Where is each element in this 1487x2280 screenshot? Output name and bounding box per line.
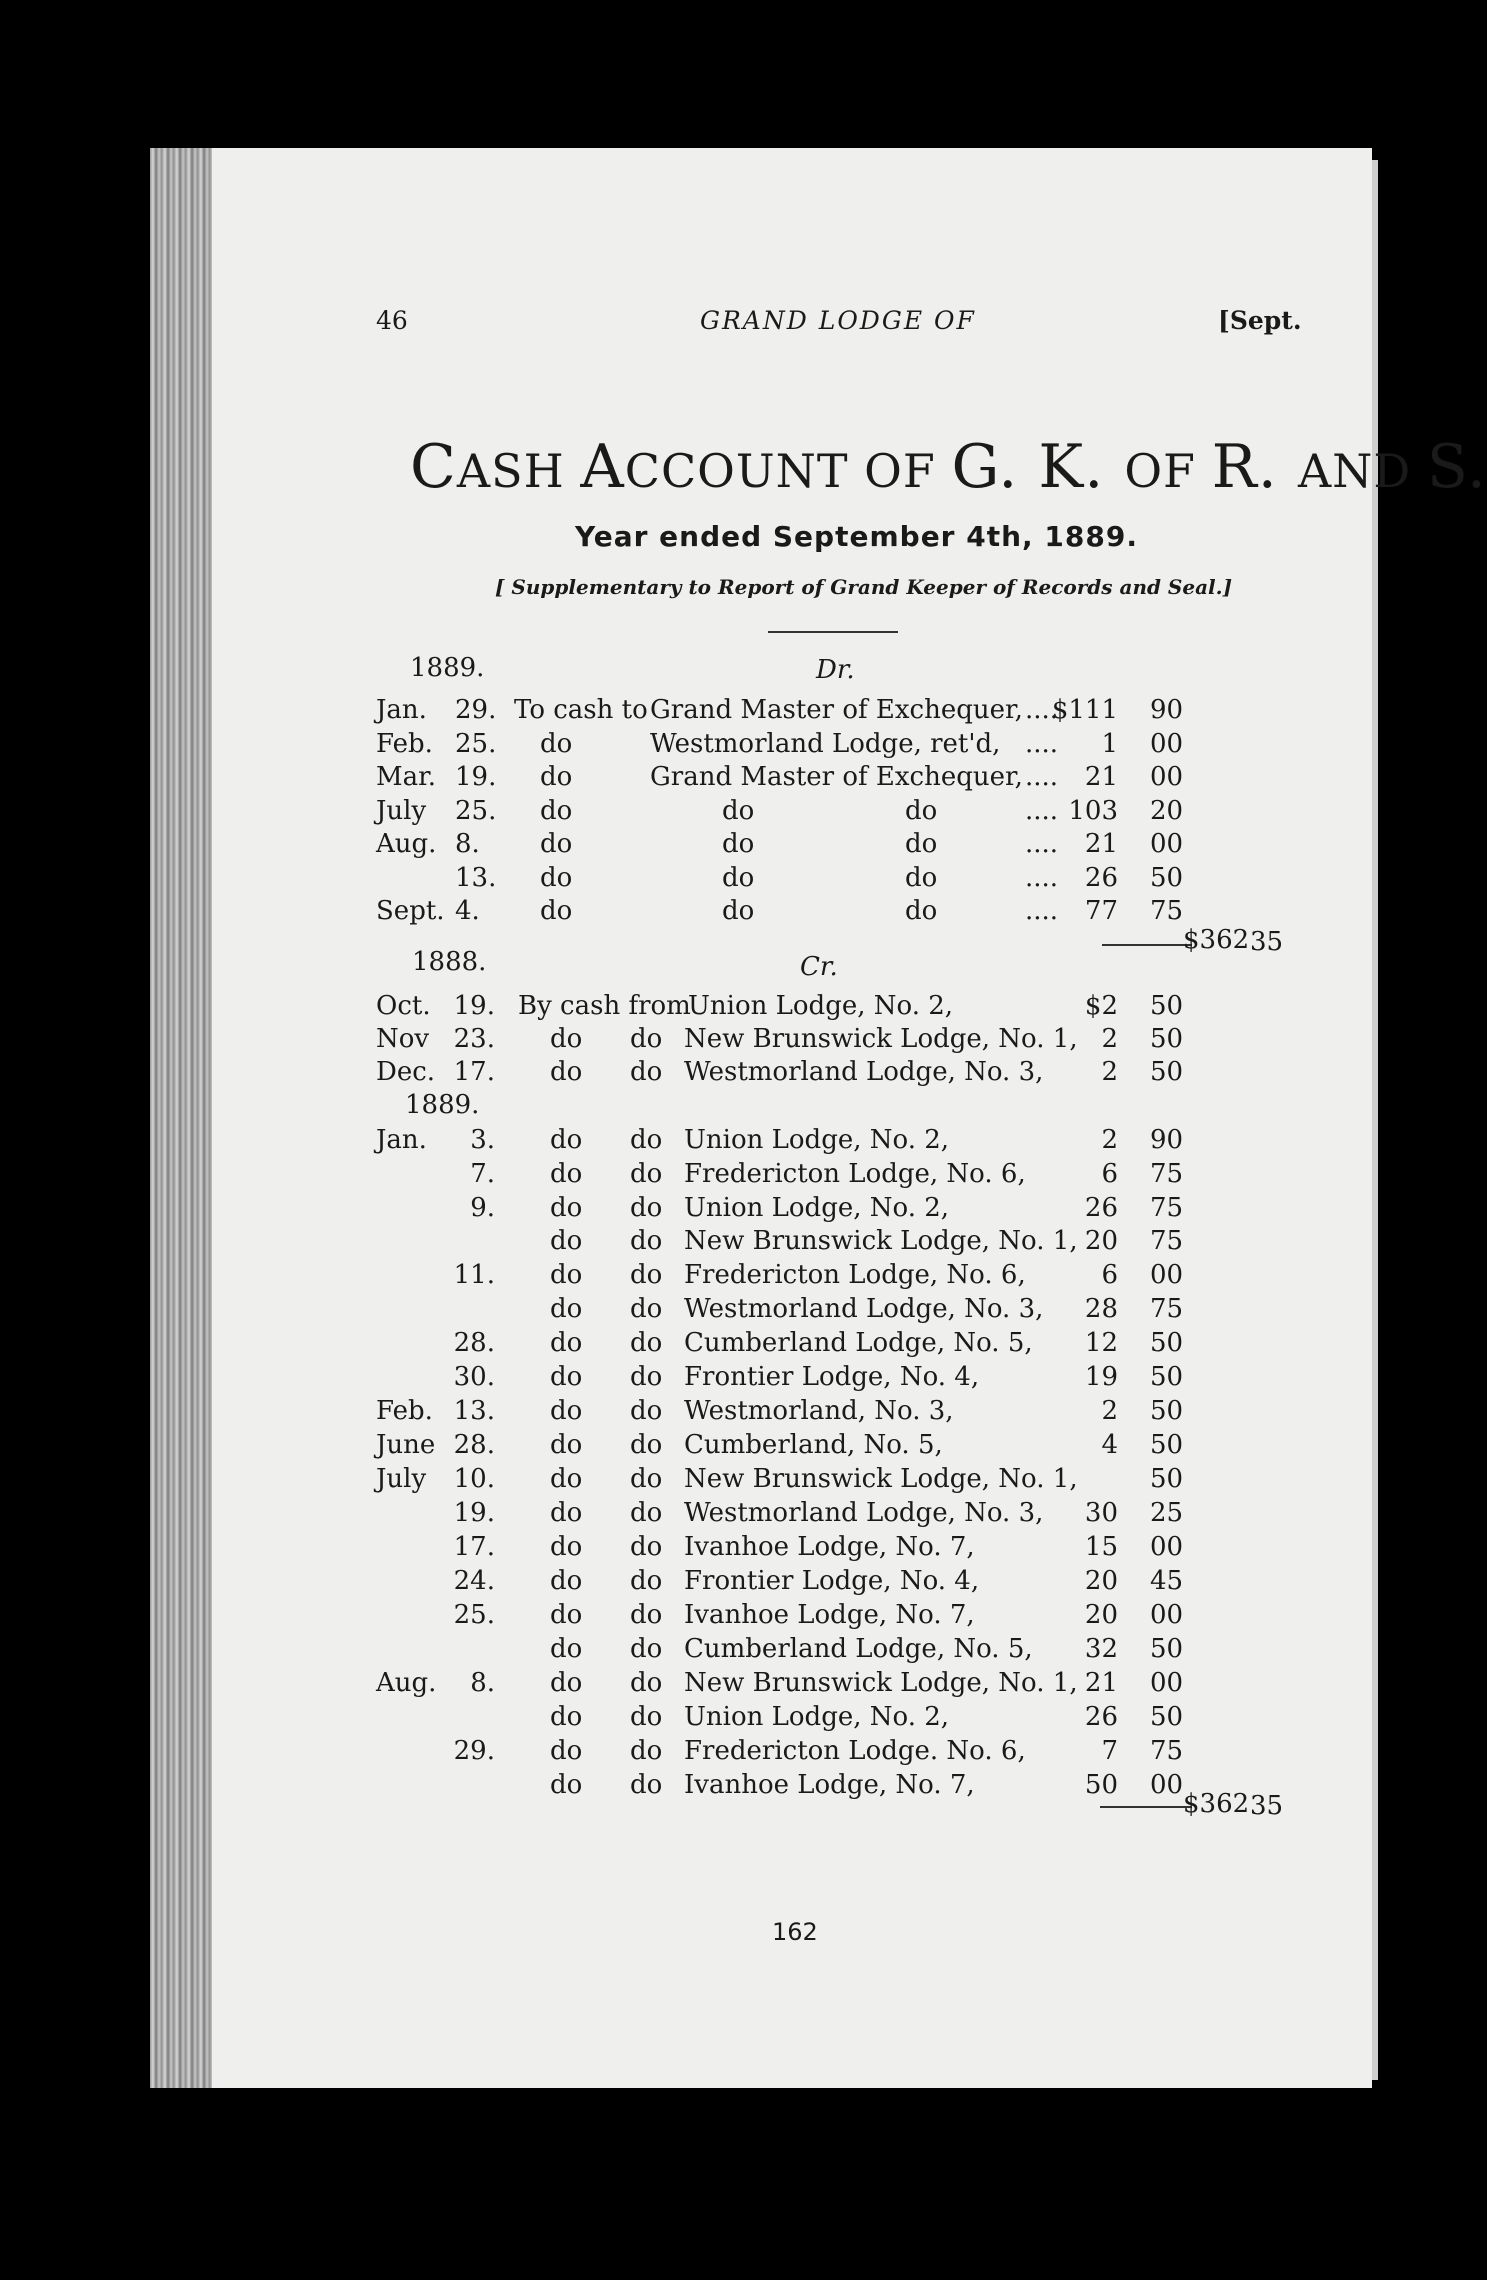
entry-lodge: Ivanhoe Lodge, No. 7, — [684, 1600, 975, 1630]
entry-dollars: 6 — [1101, 1159, 1118, 1189]
entry-ditto: do — [630, 1193, 663, 1223]
entry-cents: 00 — [1150, 1770, 1184, 1800]
entry-dollars: 30 — [1084, 1498, 1118, 1528]
entry-cents: 00 — [1150, 729, 1184, 759]
entry-cents: 00 — [1150, 762, 1184, 792]
entry-cents: 75 — [1150, 1193, 1184, 1223]
entry-dollars: $111 — [1051, 695, 1118, 725]
entry-day: 8. — [470, 1668, 495, 1698]
entry-lodge: Westmorland, No. 3, — [684, 1396, 954, 1426]
entry-ditto: do — [630, 1634, 663, 1664]
debit-total-dollars: $362 — [1183, 925, 1250, 955]
entry-ditto: do — [630, 1024, 663, 1054]
entry-action: do — [540, 829, 573, 859]
entry-payee: Grand Master of Exchequer, — [650, 695, 1023, 725]
credit-row — [0, 1362, 1424, 1396]
entry-lodge: Fredericton Lodge, No. 6, — [684, 1159, 1026, 1189]
entry-leader: .... — [1025, 729, 1059, 759]
entry-month: June — [376, 1430, 436, 1460]
entry-action: do — [550, 1159, 583, 1189]
entry-month: Aug. — [376, 1668, 437, 1698]
entry-dollars: 15 — [1084, 1532, 1118, 1562]
entry-cents: 50 — [1150, 1464, 1184, 1494]
entry-dollars: 20 — [1084, 1600, 1118, 1630]
entry-lodge: New Brunswick Lodge, No. 1, — [684, 1226, 1078, 1256]
entry-action: do — [550, 1362, 583, 1392]
entry-ditto: do — [630, 1736, 663, 1766]
entry-dollars: 77 — [1084, 896, 1118, 926]
entry-lodge: Union Lodge, No. 2, — [684, 1193, 950, 1223]
entry-action: do — [550, 1702, 583, 1732]
entry-dollars: 2 — [1101, 1024, 1118, 1054]
entry-cents: 20 — [1150, 796, 1184, 826]
debit-row — [0, 863, 1424, 897]
header-month-mark: [Sept. — [1218, 306, 1302, 335]
credit-row — [0, 1159, 1424, 1193]
entry-month: Dec. — [376, 1057, 436, 1087]
page-title: CASH ACCOUNT OF G. K. OF R. AND S. — [410, 432, 1487, 502]
entry-cents: 45 — [1150, 1566, 1184, 1596]
entry-ditto: do — [630, 1125, 663, 1155]
entry-ditto: do — [630, 1498, 663, 1528]
credit-row — [0, 1024, 1424, 1058]
entry-leader: .... — [1025, 896, 1059, 926]
entry-day: 4. — [455, 896, 480, 926]
entry-action: do — [550, 1532, 583, 1562]
credit-row — [0, 1057, 1424, 1091]
credit-row — [0, 1498, 1424, 1532]
entry-day: 23. — [453, 1024, 495, 1054]
entry-dollars: 2 — [1101, 1125, 1118, 1155]
entry-dollars: 19 — [1084, 1362, 1118, 1392]
entry-cents: 00 — [1150, 1668, 1184, 1698]
entry-day: 13. — [453, 1396, 495, 1426]
entry-day: 28. — [453, 1430, 495, 1460]
entry-lodge: New Brunswick Lodge, No. 1, — [684, 1668, 1078, 1698]
entry-day: 8. — [455, 829, 480, 859]
debit-total-rule — [1102, 944, 1192, 946]
entry-payee: do — [722, 829, 755, 859]
entry-dollars: 32 — [1084, 1634, 1118, 1664]
debit-row — [0, 762, 1424, 796]
entry-dollars: 4 — [1101, 1430, 1118, 1460]
entry-lodge: Cumberland Lodge, No. 5, — [684, 1328, 1033, 1358]
entry-dollars: 26 — [1084, 1193, 1118, 1223]
entry-cents: 75 — [1150, 1736, 1184, 1766]
entry-action: do — [550, 1430, 583, 1460]
entry-ditto: do — [630, 1260, 663, 1290]
entry-day: 19. — [455, 762, 497, 792]
entry-dollars: 103 — [1068, 796, 1118, 826]
entry-action: do — [550, 1057, 583, 1087]
entry-ditto: do — [630, 1159, 663, 1189]
entry-action: do — [550, 1634, 583, 1664]
entry-day: 25. — [455, 729, 497, 759]
entry-lodge: Union Lodge, No. 2, — [684, 1125, 950, 1155]
entry-lodge: Frontier Lodge, No. 4, — [684, 1362, 980, 1392]
entry-lodge: Union Lodge, No. 2, — [684, 1702, 950, 1732]
entry-ditto: do — [630, 1600, 663, 1630]
entry-payee-ditto: do — [905, 796, 938, 826]
entry-cents: 00 — [1150, 1532, 1184, 1562]
entry-leader: .... — [1025, 863, 1059, 893]
credit-row — [0, 1193, 1424, 1227]
entry-ditto: do — [630, 1532, 663, 1562]
entry-month: Feb. — [376, 1396, 433, 1426]
entry-action: do — [550, 1294, 583, 1324]
entry-payee-ditto: do — [905, 863, 938, 893]
entry-payee: do — [722, 796, 755, 826]
entry-leader: .... — [1025, 829, 1059, 859]
entry-payee: do — [722, 863, 755, 893]
credit-total-rule — [1100, 1806, 1192, 1808]
entry-action: do — [550, 1024, 583, 1054]
entry-dollars: 7 — [1101, 1736, 1118, 1766]
entry-action: do — [550, 1498, 583, 1528]
entry-ditto: do — [630, 1226, 663, 1256]
entry-ditto: do — [630, 1464, 663, 1494]
entry-action: do — [550, 1600, 583, 1630]
entry-action: do — [550, 1396, 583, 1426]
credit-row — [0, 1600, 1424, 1634]
entry-cents: 50 — [1150, 1702, 1184, 1732]
entry-day: 25. — [455, 796, 497, 826]
entry-action: do — [550, 1226, 583, 1256]
entry-leader: .... — [1025, 796, 1059, 826]
entry-day: 11. — [453, 1260, 495, 1290]
entry-cents: 00 — [1150, 1260, 1184, 1290]
entry-cents: 75 — [1150, 1159, 1184, 1189]
entry-day: 3. — [470, 1125, 495, 1155]
entry-cents: 90 — [1150, 1125, 1184, 1155]
entry-leader: .... — [1025, 695, 1059, 725]
entry-action: do — [550, 1260, 583, 1290]
entry-lodge: Ivanhoe Lodge, No. 7, — [684, 1532, 975, 1562]
credit-row — [0, 1668, 1424, 1702]
signature-mark: 162 — [772, 1918, 818, 1946]
entry-payee: do — [722, 896, 755, 926]
entry-day: 28. — [453, 1328, 495, 1358]
page-subtitle: Year ended September 4th, 1889. — [575, 520, 1138, 553]
entry-day: 19. — [453, 1498, 495, 1528]
entry-lodge: Fredericton Lodge. No. 6, — [684, 1736, 1026, 1766]
entry-ditto: do — [630, 1396, 663, 1426]
entry-month: Sept. — [376, 896, 445, 926]
entry-month: Aug. — [376, 829, 437, 859]
entry-ditto: do — [630, 1668, 663, 1698]
entry-leader: .... — [1025, 762, 1059, 792]
entry-action: do — [550, 1193, 583, 1223]
entry-action: do — [540, 896, 573, 926]
entry-day: 10. — [453, 1464, 495, 1494]
entry-lodge: Union Lodge, No. 2, — [688, 991, 954, 1021]
entry-dollars: 21 — [1084, 1668, 1118, 1698]
entry-cents: 50 — [1150, 863, 1184, 893]
entry-action: do — [550, 1328, 583, 1358]
entry-action: do — [550, 1770, 583, 1800]
entry-ditto: do — [630, 1362, 663, 1392]
entry-action: By cash from — [518, 991, 691, 1021]
entry-lodge: Westmorland Lodge, No. 3, — [684, 1498, 1044, 1528]
entry-cents: 25 — [1150, 1498, 1184, 1528]
entry-month: Jan. — [376, 1125, 427, 1155]
entry-day: 25. — [453, 1600, 495, 1630]
entry-dollars: 21 — [1084, 762, 1118, 792]
entry-ditto: do — [630, 1770, 663, 1800]
entry-day: 9. — [470, 1193, 495, 1223]
entry-day: 17. — [453, 1532, 495, 1562]
entry-lodge: Westmorland Lodge, No. 3, — [684, 1057, 1044, 1087]
entry-dollars: $2 — [1084, 991, 1118, 1021]
running-title: GRAND LODGE OF — [700, 306, 976, 335]
entry-ditto: do — [630, 1328, 663, 1358]
debit-heading: Dr. — [816, 655, 855, 685]
entry-day: 13. — [455, 863, 497, 893]
credit-year: 1888. — [412, 947, 487, 977]
entry-month: Mar. — [376, 762, 436, 792]
entry-action: do — [550, 1125, 583, 1155]
entry-dollars: 20 — [1084, 1566, 1118, 1596]
entry-dollars: 12 — [1084, 1328, 1118, 1358]
entry-month: Nov — [376, 1024, 430, 1054]
entry-lodge: New Brunswick Lodge, No. 1, — [684, 1024, 1078, 1054]
entry-month: July — [376, 1464, 427, 1494]
entry-month: Oct. — [376, 991, 431, 1021]
entry-cents: 50 — [1150, 1396, 1184, 1426]
entry-lodge: Cumberland Lodge, No. 5, — [684, 1634, 1033, 1664]
entry-dollars: 1 — [1101, 729, 1118, 759]
credit-row — [0, 1125, 1424, 1159]
entry-ditto: do — [630, 1566, 663, 1596]
entry-day: 30. — [453, 1362, 495, 1392]
entry-cents: 00 — [1150, 829, 1184, 859]
credit-row — [0, 1328, 1424, 1362]
entry-cents: 00 — [1150, 1600, 1184, 1630]
entry-day: 17. — [453, 1057, 495, 1087]
entry-action: do — [550, 1668, 583, 1698]
credit-row — [0, 1260, 1424, 1294]
credit-row — [0, 1702, 1424, 1736]
credit-row — [0, 1430, 1424, 1464]
entry-day: 29. — [453, 1736, 495, 1766]
entry-dollars: 28 — [1084, 1294, 1118, 1324]
divider-rule — [768, 631, 898, 633]
entry-dollars: 2 — [1101, 1057, 1118, 1087]
entry-payee: Westmorland Lodge, ret'd, — [650, 729, 1001, 759]
credit-total-cents: 35 — [1250, 1791, 1284, 1821]
credit-row — [0, 1294, 1424, 1328]
entry-cents: 75 — [1150, 1294, 1184, 1324]
entry-cents: 75 — [1150, 1226, 1184, 1256]
entry-cents: 50 — [1150, 1057, 1184, 1087]
entry-lodge: Ivanhoe Lodge, No. 7, — [684, 1770, 975, 1800]
entry-cents: 50 — [1150, 1328, 1184, 1358]
entry-dollars: 21 — [1084, 829, 1118, 859]
entry-day: 29. — [455, 695, 497, 725]
credit-row — [0, 1634, 1424, 1668]
entry-dollars: 50 — [1084, 1770, 1118, 1800]
entry-action: do — [540, 762, 573, 792]
entry-action: do — [540, 796, 573, 826]
entry-cents: 90 — [1150, 695, 1184, 725]
entry-payee: Grand Master of Exchequer, — [650, 762, 1023, 792]
credit-row — [0, 1736, 1424, 1770]
debit-row — [0, 695, 1424, 729]
credit-total-dollars: $362 — [1183, 1789, 1250, 1819]
entry-dollars: 2 — [1101, 1396, 1118, 1426]
debit-row — [0, 829, 1424, 863]
page-number: 46 — [376, 306, 408, 335]
entry-action: do — [550, 1736, 583, 1766]
entry-ditto: do — [630, 1294, 663, 1324]
debit-total-cents: 35 — [1250, 927, 1284, 957]
credit-row — [0, 1226, 1424, 1260]
credit-row — [0, 1464, 1424, 1498]
entry-month: July — [376, 796, 427, 826]
entry-month: Jan. — [376, 695, 427, 725]
entry-dollars: 26 — [1084, 1702, 1118, 1732]
entry-ditto: do — [630, 1702, 663, 1732]
credit-row — [0, 1532, 1424, 1566]
entry-action: do — [540, 863, 573, 893]
entry-day: 24. — [453, 1566, 495, 1596]
debit-year: 1889. — [410, 653, 485, 683]
debit-row — [0, 729, 1424, 763]
entry-day: 7. — [470, 1159, 495, 1189]
entry-action: To cash to — [514, 695, 648, 725]
entry-lodge: New Brunswick Lodge, No. 1, — [684, 1464, 1078, 1494]
entry-lodge: Cumberland, No. 5, — [684, 1430, 943, 1460]
entry-lodge: Fredericton Lodge, No. 6, — [684, 1260, 1026, 1290]
credit-row — [0, 991, 1424, 1025]
entry-cents: 75 — [1150, 896, 1184, 926]
entry-cents: 50 — [1150, 1430, 1184, 1460]
entry-action: do — [550, 1464, 583, 1494]
entry-cents: 50 — [1150, 1024, 1184, 1054]
entry-cents: 50 — [1150, 1362, 1184, 1392]
entry-dollars: 20 — [1084, 1226, 1118, 1256]
supplementary-note: [ Supplementary to Report of Grand Keeper of Records and Seal.] — [495, 575, 1233, 599]
entry-lodge: Westmorland Lodge, No. 3, — [684, 1294, 1044, 1324]
credit-row — [0, 1566, 1424, 1600]
entry-action: do — [550, 1566, 583, 1596]
credit-year-2: 1889. — [405, 1090, 480, 1120]
entry-dollars: 26 — [1084, 863, 1118, 893]
entry-payee-ditto: do — [905, 829, 938, 859]
entry-cents: 50 — [1150, 991, 1184, 1021]
entry-lodge: Frontier Lodge, No. 4, — [684, 1566, 980, 1596]
entry-action: do — [540, 729, 573, 759]
debit-row — [0, 796, 1424, 830]
entry-ditto: do — [630, 1057, 663, 1087]
entry-day: 19. — [453, 991, 495, 1021]
entry-dollars: 6 — [1101, 1260, 1118, 1290]
entry-ditto: do — [630, 1430, 663, 1460]
entry-month: Feb. — [376, 729, 433, 759]
credit-heading: Cr. — [800, 952, 838, 982]
entry-cents: 50 — [1150, 1634, 1184, 1664]
credit-row — [0, 1396, 1424, 1430]
entry-payee-ditto: do — [905, 896, 938, 926]
